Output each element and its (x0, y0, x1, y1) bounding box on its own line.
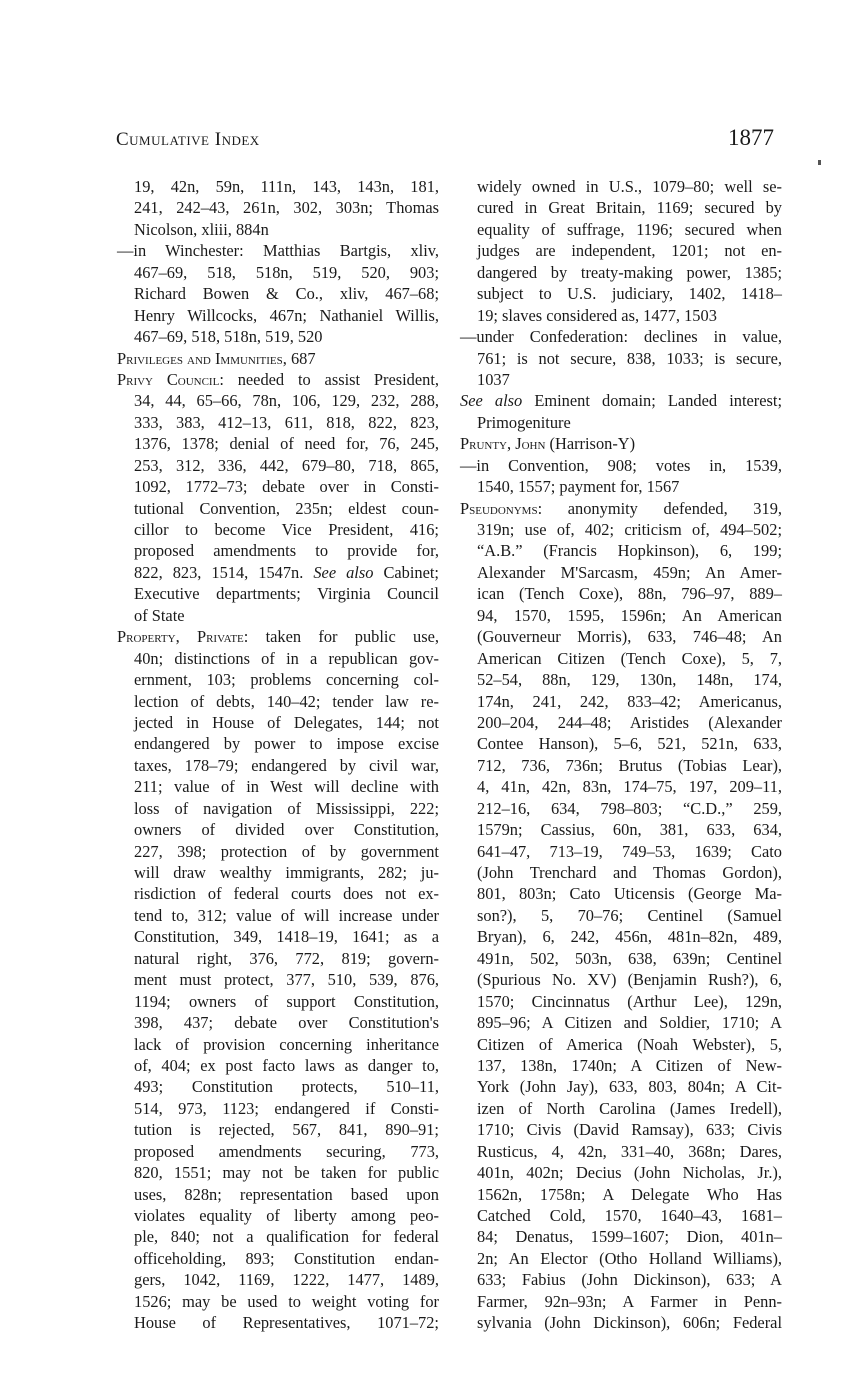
index-text: 212–16, 634, 798–803; “C.D.,” 259, (477, 798, 782, 818)
index-text: : taken for public use, (243, 627, 439, 647)
see-also-label: See also (313, 562, 374, 582)
index-line (117, 1012, 439, 1033)
index-line (117, 1269, 439, 1290)
index-text: 822, 823, 1514, 1547n. (134, 562, 314, 582)
index-text: 491n, 502, 503n, 638, 639n; Centinel (477, 948, 782, 968)
index-line (117, 776, 439, 797)
index-line (460, 390, 782, 411)
index-text: judges are independent, 1201; not en- (477, 241, 782, 261)
index-line (117, 562, 439, 583)
index-text: 493; Constitution protects, 510–11, (134, 1077, 439, 1097)
index-line (460, 305, 782, 326)
index-text: 174n, 241, 242, 833–42; Americanus, (477, 691, 782, 711)
index-text: 1037 (477, 369, 510, 389)
index-text: Executive departments; Virginia Council (134, 584, 439, 604)
index-line (117, 648, 439, 669)
index-line (117, 390, 439, 411)
index-text: 52–54, 88n, 129, 130n, 148n, 174, (477, 670, 782, 690)
index-heading: Property, Private (117, 627, 244, 647)
index-text: subject to U.S. judiciary, 1402, 1418– (477, 284, 782, 304)
index-text: 1092, 1772–73; debate over in Consti- (134, 477, 439, 497)
index-text: , 687 (282, 348, 316, 368)
index-line (460, 991, 782, 1012)
index-text: taxes, 178–79; endangered by civil war, (134, 755, 439, 775)
index-line (460, 1119, 782, 1140)
index-line (460, 176, 782, 197)
index-line (460, 1012, 782, 1033)
index-text: 514, 973, 1123; endangered if Consti- (134, 1098, 439, 1118)
index-text: sylvania (John Dickinson), 606n; Federal (477, 1313, 782, 1333)
index-line (460, 1205, 782, 1226)
index-line (460, 841, 782, 862)
index-text: American Citizen (Tench Coxe), 5, 7, (477, 648, 782, 668)
index-line (117, 176, 439, 197)
running-head-title: Cumulative Index (116, 129, 260, 150)
index-line (117, 1098, 439, 1119)
index-line (117, 369, 439, 390)
index-line (117, 755, 439, 776)
index-text: ican (Tench Coxe), 88n, 796–97, 889– (477, 584, 782, 604)
index-line (460, 519, 782, 540)
index-text: Bryan), 6, 242, 456n, 481n–82n, 489, (477, 927, 782, 947)
index-line (460, 605, 782, 626)
index-text: 241, 242–43, 261n, 302, 303n; Thomas (134, 198, 439, 218)
index-line (117, 1055, 439, 1076)
index-text: 253, 312, 336, 442, 679–80, 718, 865, (134, 455, 439, 475)
index-text: 641–47, 713–19, 749–53, 1639; Cato (477, 841, 782, 861)
index-text: Primogeniture (477, 412, 571, 432)
index-text: widely owned in U.S., 1079–80; well se- (477, 177, 782, 196)
index-text: 19; slaves considered as, 1477, 1503 (477, 305, 717, 325)
index-text: 19, 42n, 59n, 111n, 143, 143n, 181, (134, 177, 439, 196)
index-text: Nicolson, xliii, 884n (134, 219, 269, 239)
index-line (460, 240, 782, 261)
index-line (117, 691, 439, 712)
index-text: 820, 1551; may not be taken for public (134, 1163, 439, 1183)
index-line (460, 733, 782, 754)
index-line (460, 433, 782, 454)
index-line (460, 1055, 782, 1076)
index-text: equality of suffrage, 1196; secured when (477, 219, 782, 239)
index-line (460, 498, 782, 519)
index-line (460, 348, 782, 369)
index-line (117, 583, 439, 604)
index-text: Henry Willcocks, 467n; Nathaniel Willis, (134, 305, 439, 325)
index-text: 227, 398; protection of by government (134, 841, 439, 861)
index-line (117, 219, 439, 240)
index-line (460, 1076, 782, 1097)
index-text: 94, 1570, 1595, 1596n; An American (477, 605, 782, 625)
index-text: Catched Cold, 1570, 1640–43, 1681– (477, 1206, 782, 1225)
index-line (460, 948, 782, 969)
index-text: loss of navigation of Mississippi, 222; (134, 798, 439, 818)
index-line (117, 948, 439, 969)
index-text: 211; value of in West will decline with (134, 777, 439, 797)
index-line (117, 1291, 439, 1312)
index-text-continued: Cabinet; (373, 562, 439, 582)
index-line (117, 412, 439, 433)
index-text: Constitution, 349, 1418–19, 1641; as a (134, 927, 439, 947)
index-text: cured in Great Britain, 1169; secured by (477, 198, 782, 218)
index-text: 401n, 402n; Decius (John Nicholas, Jr.), (477, 1163, 782, 1183)
index-line (117, 991, 439, 1012)
index-line (460, 883, 782, 904)
index-text-continued: Eminent domain; Landed interest; (522, 391, 782, 411)
index-text: 137, 138n, 1740n; A Citizen of New- (477, 1055, 782, 1075)
index-line (460, 562, 782, 583)
index-text: (John Trenchard and Thomas Gordon), (477, 863, 782, 882)
index-text: tutional Convention, 235n; eldest coun- (134, 498, 439, 518)
index-line (117, 348, 439, 369)
index-line (117, 498, 439, 519)
index-text: 712, 736, 736n; Brutus (Tobias Lear), (477, 755, 782, 775)
index-text: ple, 840; not a qualification for federal (134, 1227, 439, 1247)
index-line (117, 1034, 439, 1055)
stray-mark (818, 160, 821, 165)
index-text: (Spurious No. XV) (Benjamin Rush?), 6, (477, 970, 782, 990)
index-text: : anonymity defended, 319, (537, 498, 782, 518)
index-line (117, 326, 439, 347)
index-text: owners of divided over Constitution, (134, 820, 439, 840)
index-line (460, 1141, 782, 1162)
index-line (117, 712, 439, 733)
index-line (117, 1226, 439, 1247)
index-text: House of Representatives, 1071–72; (134, 1313, 439, 1333)
index-line (460, 476, 782, 497)
index-line (117, 841, 439, 862)
index-line (460, 819, 782, 840)
index-text: proposed amendments securing, 773, (134, 1141, 439, 1161)
index-text: Contee Hanson), 5–6, 521, 521n, 633, (477, 734, 782, 754)
index-text: of, 404; ex post facto laws as danger to, (134, 1055, 439, 1075)
index-line (117, 1076, 439, 1097)
index-text: dangered by treaty-making power, 1385; (477, 262, 782, 282)
index-line (117, 262, 439, 283)
index-text: 1710; Civis (David Ramsay), 633; Civis (477, 1120, 782, 1140)
index-line (117, 669, 439, 690)
index-line (117, 476, 439, 497)
index-line (460, 1291, 782, 1312)
index-text: 40n; distinctions of in a republican gov- (134, 648, 439, 668)
index-heading: Privy Council (117, 369, 220, 389)
index-line (460, 1098, 782, 1119)
index-line (117, 883, 439, 904)
index-line (117, 433, 439, 454)
index-line (117, 283, 439, 304)
index-text: jected in House of Delegates, 144; not (134, 712, 439, 732)
index-text: 2n; An Elector (Otho Holland Williams), (477, 1248, 782, 1268)
index-text: tend to, 312; value of will increase under (134, 905, 439, 925)
index-line (117, 455, 439, 476)
index-text: —under Confederation: declines in value, (460, 327, 782, 347)
index-line (460, 776, 782, 797)
index-line (117, 733, 439, 754)
index-line (460, 712, 782, 733)
index-line (460, 669, 782, 690)
index-line (460, 540, 782, 561)
index-line (117, 240, 439, 261)
index-text: York (John Jay), 633, 803, 804n; A Cit- (477, 1077, 782, 1097)
index-text: (Harrison-Y) (545, 434, 636, 454)
index-line (460, 412, 782, 433)
index-text: ment must protect, 377, 510, 539, 876, (134, 970, 439, 990)
index-text: 1570; Cincinnatus (Arthur Lee), 129n, (477, 991, 782, 1011)
index-text: : needed to assist President, (219, 369, 439, 389)
index-line (117, 605, 439, 626)
index-text: violates equality of liberty among peo- (134, 1206, 439, 1225)
index-text: 1562n, 1758n; A Delegate Who Has (477, 1184, 782, 1204)
index-text: endangered by power to impose excise (134, 734, 439, 754)
index-line (460, 1269, 782, 1290)
index-line (460, 1184, 782, 1205)
index-text: Citizen of America (Noah Webster), 5, (477, 1034, 782, 1054)
index-line (117, 798, 439, 819)
page-number: 1877 (728, 125, 774, 150)
index-heading: Prunty, John (460, 434, 546, 454)
index-text: lection of debts, 140–42; tender law re- (134, 691, 439, 711)
index-line (460, 755, 782, 776)
index-text: 84; Denatus, 1599–1607; Dion, 401n– (477, 1227, 782, 1247)
index-text: 895–96; A Citizen and Soldier, 1710; A (477, 1013, 782, 1033)
index-line (460, 583, 782, 604)
index-text: will draw wealthy immigrants, 282; ju- (134, 863, 439, 882)
index-text: ernment, 103; problems concerning col- (134, 670, 439, 690)
index-text: 761; is not secure, 838, 1033; is secure, (477, 348, 782, 368)
index-line (117, 1141, 439, 1162)
index-text: 1579n; Cassius, 60n, 381, 633, 634, (477, 820, 782, 840)
index-line (117, 1248, 439, 1269)
index-text: —in Winchester: Matthias Bartgis, xliv, (117, 241, 439, 261)
see-also-label: See also (460, 391, 523, 411)
index-line (460, 326, 782, 347)
index-text: 467–69, 518, 518n, 519, 520 (134, 327, 323, 347)
index-line (117, 862, 439, 883)
index-line (460, 1162, 782, 1183)
index-text: lack of provision concerning inheritance (134, 1034, 439, 1054)
index-text: officeholding, 893; Constitution endan- (134, 1248, 439, 1268)
index-text: 467–69, 518, 518n, 519, 520, 903; (134, 262, 439, 282)
index-text: 1376, 1378; denial of need for, 76, 245, (134, 434, 439, 454)
index-text: tution is rejected, 567, 841, 890–91; (134, 1120, 439, 1140)
index-text: Richard Bowen & Co., xliv, 467–68; (134, 284, 439, 304)
index-text: proposed amendments to provide for, (134, 541, 439, 561)
index-text: Rusticus, 4, 42n, 331–40, 368n; Dares, (477, 1141, 782, 1161)
index-text: 801, 803n; Cato Uticensis (George Ma- (477, 884, 782, 904)
index-line (117, 926, 439, 947)
index-text: “A.B.” (Francis Hopkinson), 6, 199; (477, 541, 782, 561)
index-line (117, 626, 439, 647)
index-text: 200–204, 244–48; Aristides (Alexander (477, 712, 782, 732)
index-line (460, 969, 782, 990)
index-text: —in Convention, 908; votes in, 1539, (460, 455, 782, 475)
index-line (117, 197, 439, 218)
index-line (460, 1226, 782, 1247)
index-text: 633; Fabius (John Dickinson), 633; A (477, 1270, 782, 1290)
index-line (460, 219, 782, 240)
index-line (460, 1248, 782, 1269)
index-line (460, 862, 782, 883)
index-text: 1526; may be used to weight voting for (134, 1291, 439, 1311)
index-line (460, 369, 782, 390)
index-text: of State (134, 605, 185, 625)
index-text: 333, 383, 412–13, 611, 818, 822, 823, (134, 412, 439, 432)
index-line (460, 283, 782, 304)
index-line (460, 1312, 782, 1333)
index-text: Farmer, 92n–93n; A Farmer in Penn- (477, 1291, 782, 1311)
index-text: gers, 1042, 1169, 1222, 1477, 1489, (134, 1270, 439, 1290)
index-line (460, 691, 782, 712)
index-heading: Privileges and Immunities (117, 348, 283, 368)
index-text: 1194; owners of support Constitution, (134, 991, 439, 1011)
index-text: risdiction of federal courts does not ex- (134, 884, 439, 904)
index-line (460, 905, 782, 926)
index-line (460, 262, 782, 283)
index-line (117, 540, 439, 561)
index-text: izen of North Carolina (James Iredell), (477, 1098, 782, 1118)
index-line (460, 197, 782, 218)
index-line (460, 926, 782, 947)
index-text: uses, 828n; representation based upon (134, 1184, 439, 1204)
index-line (117, 1119, 439, 1140)
index-line (460, 1034, 782, 1055)
index-text: 1540, 1557; payment for, 1567 (477, 477, 680, 497)
index-text: cillor to become Vice President, 416; (134, 520, 439, 539)
index-line (460, 455, 782, 476)
index-text: 34, 44, 65–66, 78n, 106, 129, 232, 288, (134, 391, 439, 411)
index-text: natural right, 376, 772, 819; govern- (134, 948, 439, 968)
index-text: 4, 41n, 42n, 83n, 174–75, 197, 209–11, (477, 777, 782, 797)
index-line (117, 1184, 439, 1205)
index-text: 398, 437; debate over Constitution's (134, 1013, 439, 1033)
index-line (460, 626, 782, 647)
index-text: Alexander M'Sarcasm, 459n; An Amer- (477, 562, 782, 582)
index-line (117, 819, 439, 840)
index-heading: Pseudonyms (460, 498, 538, 518)
index-line (117, 905, 439, 926)
index-line (117, 1162, 439, 1183)
index-line (460, 648, 782, 669)
index-text: son?), 5, 70–76; Centinel (Samuel (477, 905, 782, 925)
index-line (117, 519, 439, 540)
index-line (117, 969, 439, 990)
index-column-right (460, 176, 782, 1334)
index-column-left (117, 176, 439, 1334)
index-line (460, 798, 782, 819)
index-text: (Gouverneur Morris), 633, 746–48; An (477, 627, 782, 647)
index-line (117, 1205, 439, 1226)
index-line (117, 1312, 439, 1333)
index-text: 319n; use of, 402; criticism of, 494–502; (477, 520, 782, 539)
index-line (117, 305, 439, 326)
